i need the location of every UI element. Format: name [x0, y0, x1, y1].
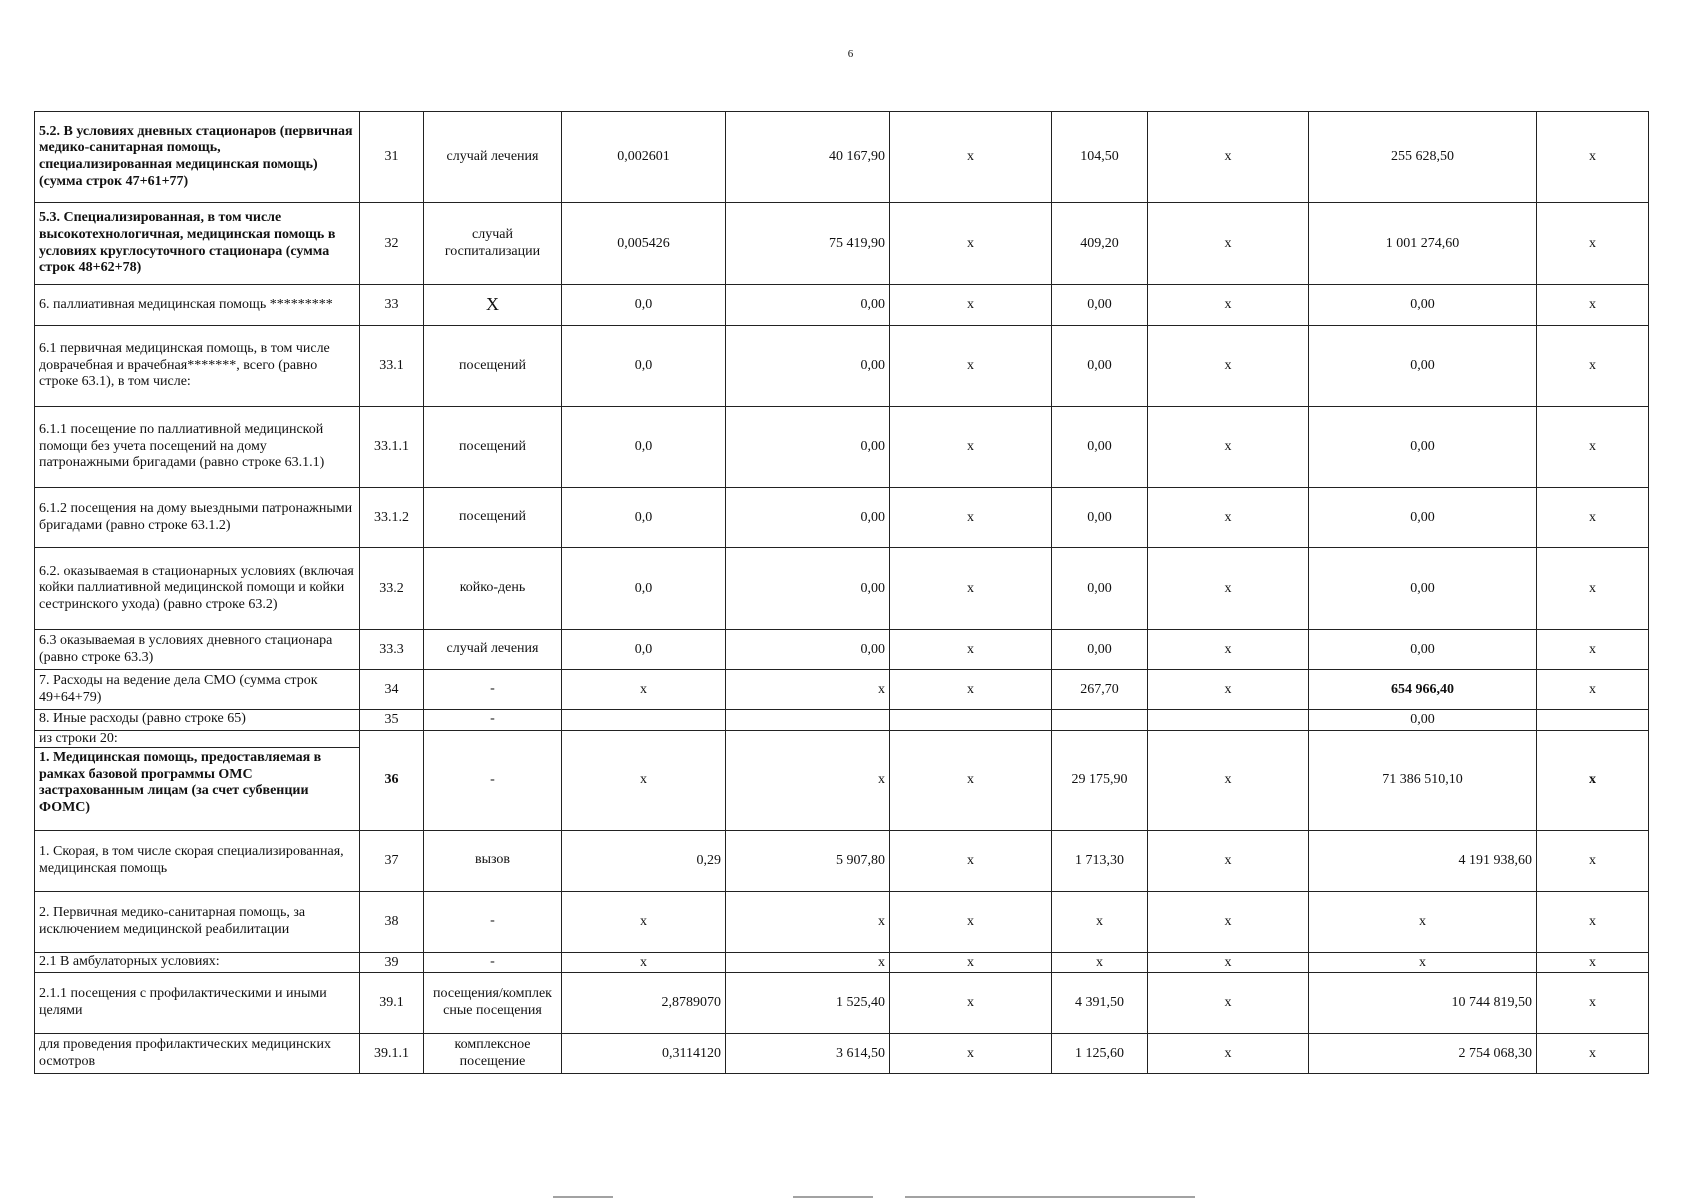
- cell-c9: 0,00: [1309, 407, 1537, 488]
- cell-c4: 0,3114120: [562, 1034, 726, 1074]
- row-code: 33.2: [360, 548, 424, 630]
- cell-c9: x: [1309, 952, 1537, 973]
- cell-c6: x: [890, 285, 1052, 326]
- row-name: для проведения профилактических медицинских осмотров: [35, 1034, 360, 1074]
- cell-c10: x: [1537, 730, 1649, 830]
- cell-c7: 409,20: [1052, 203, 1148, 285]
- row-code: 33.3: [360, 630, 424, 670]
- cell-c8: x: [1148, 488, 1309, 548]
- row-name: [35, 730, 360, 830]
- table-row: [35, 730, 1649, 830]
- cell-c10: x: [1537, 630, 1649, 670]
- cell-c5: x: [726, 891, 890, 952]
- cell-c7: 267,70: [1052, 670, 1148, 710]
- cell-c8: x: [1148, 112, 1309, 203]
- row-name: 6.1.1 посещение по паллиативной медицинской помощи без учета посещений на дому патронажными бригадами (равно строке 63.1.1): [35, 407, 360, 488]
- row-unit: -: [424, 952, 562, 973]
- cell-c6: x: [890, 630, 1052, 670]
- cell-c4: 0,29: [562, 830, 726, 891]
- cell-c7: 0,00: [1052, 326, 1148, 407]
- cell-c8: x: [1148, 730, 1309, 830]
- row-unit: посещений: [424, 488, 562, 548]
- cell-c5: x: [726, 952, 890, 973]
- row-name: 2.1.1 посещения с профилактическими и иными целями: [35, 973, 360, 1034]
- row-unit: -: [424, 710, 562, 731]
- row-code: 32: [360, 203, 424, 285]
- cell-c10: x: [1537, 952, 1649, 973]
- cell-c10: x: [1537, 830, 1649, 891]
- row-name: 5.2. В условиях дневных стационаров (первичная медико-санитарная помощь, специализированная медицинская помощь) (сумма строк 47+61+77): [35, 112, 360, 203]
- row-code: 33: [360, 285, 424, 326]
- scan-artifact: [553, 1196, 613, 1198]
- cell-c4: x: [562, 952, 726, 973]
- row-unit: -: [424, 730, 562, 830]
- cell-c6: x: [890, 112, 1052, 203]
- page-number: 6: [847, 48, 854, 60]
- table-row: [35, 1034, 1649, 1074]
- cell-c7: 0,00: [1052, 488, 1148, 548]
- cell-c5: 40 167,90: [726, 112, 890, 203]
- cell-c4: [562, 710, 726, 731]
- cell-c4: 0,0: [562, 326, 726, 407]
- table-row: [35, 830, 1649, 891]
- cell-c10: x: [1537, 203, 1649, 285]
- cell-c5: 75 419,90: [726, 203, 890, 285]
- cell-c4: 0,0: [562, 630, 726, 670]
- table-row: [35, 891, 1649, 952]
- cell-c8: x: [1148, 407, 1309, 488]
- row-code: 31: [360, 112, 424, 203]
- table-row: [35, 203, 1649, 285]
- cell-c6: x: [890, 973, 1052, 1034]
- row-unit: посещений: [424, 326, 562, 407]
- row-name: 6.1 первичная медицинская помощь, в том числе доврачебная и врачебная*******, всего (равно строке 63.1), в том числе:: [35, 326, 360, 407]
- cell-c8: [1148, 710, 1309, 731]
- cell-c10: x: [1537, 973, 1649, 1034]
- cell-c10: x: [1537, 112, 1649, 203]
- cell-c8: x: [1148, 830, 1309, 891]
- cell-c7: 4 391,50: [1052, 973, 1148, 1034]
- cell-c7: 0,00: [1052, 407, 1148, 488]
- row-code: 36: [360, 730, 424, 830]
- row-unit: вызов: [424, 830, 562, 891]
- cell-c8: x: [1148, 630, 1309, 670]
- cell-c8: x: [1148, 203, 1309, 285]
- table-row: [35, 548, 1649, 630]
- table-row: [35, 112, 1649, 203]
- cell-c8: x: [1148, 1034, 1309, 1074]
- cell-c9: 255 628,50: [1309, 112, 1537, 203]
- row-unit: посещения/комплек сные посещения: [424, 973, 562, 1034]
- cell-c5: 5 907,80: [726, 830, 890, 891]
- cell-c8: x: [1148, 670, 1309, 710]
- cell-c5: 0,00: [726, 326, 890, 407]
- row-unit: посещений: [424, 407, 562, 488]
- row-name: 2.1 В амбулаторных условиях:: [35, 952, 360, 973]
- cell-c6: x: [890, 670, 1052, 710]
- cell-c10: x: [1537, 285, 1649, 326]
- cell-c9: 4 191 938,60: [1309, 830, 1537, 891]
- row-name: 6.1.2 посещения на дому выездными патронажными бригадами (равно строке 63.1.2): [35, 488, 360, 548]
- row-name: 7. Расходы на ведение дела СМО (сумма строк 49+64+79): [35, 670, 360, 710]
- cell-c6: x: [890, 1034, 1052, 1074]
- cell-c9: 654 966,40: [1309, 670, 1537, 710]
- cell-c8: x: [1148, 548, 1309, 630]
- cell-c4: 0,0: [562, 488, 726, 548]
- section-label: из строки 20:: [35, 731, 359, 749]
- row-unit: случай лечения: [424, 112, 562, 203]
- cell-c5: 0,00: [726, 630, 890, 670]
- cell-c4: x: [562, 730, 726, 830]
- table-row: [35, 670, 1649, 710]
- cell-c10: [1537, 710, 1649, 731]
- cell-c7: 29 175,90: [1052, 730, 1148, 830]
- cell-c7: [1052, 710, 1148, 731]
- row-name: 6.2. оказываемая в стационарных условиях (включая койки паллиативной медицинской помощи и койки сестринского ухода) (равно строке 63.2): [35, 548, 360, 630]
- row-name: 6. паллиативная медицинская помощь *********: [35, 285, 360, 326]
- row-unit: случай лечения: [424, 630, 562, 670]
- cell-c5: 0,00: [726, 285, 890, 326]
- row-name: 6.3 оказываемая в условиях дневного стационара (равно строке 63.3): [35, 630, 360, 670]
- row-code: 39.1: [360, 973, 424, 1034]
- cell-c10: x: [1537, 548, 1649, 630]
- row-code: 33.1.2: [360, 488, 424, 548]
- table-row: [35, 973, 1649, 1034]
- table-row: [35, 407, 1649, 488]
- cell-c8: x: [1148, 973, 1309, 1034]
- cell-c6: x: [890, 203, 1052, 285]
- row-code: 37: [360, 830, 424, 891]
- row-code: 38: [360, 891, 424, 952]
- cell-c5: 3 614,50: [726, 1034, 890, 1074]
- cell-c4: 0,002601: [562, 112, 726, 203]
- cell-c6: x: [890, 730, 1052, 830]
- table-body: [35, 112, 1649, 1074]
- cell-c9: 0,00: [1309, 285, 1537, 326]
- row-name-text: 1. Медицинская помощь, предоставляемая в рамках базовой программы ОМС застрахованным лицам (за счет субвенции ФОМС): [39, 750, 322, 815]
- cell-c9: x: [1309, 891, 1537, 952]
- row-code: 39.1.1: [360, 1034, 424, 1074]
- cell-c9: 2 754 068,30: [1309, 1034, 1537, 1074]
- cell-c7: 1 713,30: [1052, 830, 1148, 891]
- cell-c8: x: [1148, 891, 1309, 952]
- cell-c10: x: [1537, 670, 1649, 710]
- cell-c7: 0,00: [1052, 548, 1148, 630]
- row-code: 33.1.1: [360, 407, 424, 488]
- cell-c10: x: [1537, 1034, 1649, 1074]
- cell-c6: x: [890, 407, 1052, 488]
- cell-c8: x: [1148, 952, 1309, 973]
- cell-c4: x: [562, 891, 726, 952]
- scan-artifact: [793, 1196, 873, 1198]
- cell-c5: 0,00: [726, 407, 890, 488]
- cell-c5: 0,00: [726, 488, 890, 548]
- cell-c9: 71 386 510,10: [1309, 730, 1537, 830]
- cell-c6: [890, 710, 1052, 731]
- cell-c9: 0,00: [1309, 710, 1537, 731]
- financing-table: [34, 111, 1649, 1074]
- cell-c4: 0,005426: [562, 203, 726, 285]
- cell-c9: 0,00: [1309, 548, 1537, 630]
- cell-c5: 0,00: [726, 548, 890, 630]
- cell-c10: x: [1537, 891, 1649, 952]
- cell-c5: x: [726, 730, 890, 830]
- row-code: 39: [360, 952, 424, 973]
- row-code: 35: [360, 710, 424, 731]
- row-unit: -: [424, 670, 562, 710]
- cell-c7: 104,50: [1052, 112, 1148, 203]
- row-code: 33.1: [360, 326, 424, 407]
- cell-c5: x: [726, 670, 890, 710]
- row-unit: комплексное посещение: [424, 1034, 562, 1074]
- cell-c5: [726, 710, 890, 731]
- row-unit: случай госпитализации: [424, 203, 562, 285]
- table-row: [35, 630, 1649, 670]
- cell-c9: 0,00: [1309, 630, 1537, 670]
- cell-c10: x: [1537, 326, 1649, 407]
- cell-c10: x: [1537, 488, 1649, 548]
- table-row: [35, 285, 1649, 326]
- scan-artifact: [905, 1196, 1195, 1198]
- cell-c10: x: [1537, 407, 1649, 488]
- cell-c6: x: [890, 830, 1052, 891]
- cell-c4: 0,0: [562, 548, 726, 630]
- table-row: [35, 326, 1649, 407]
- cell-c6: x: [890, 488, 1052, 548]
- row-code: 34: [360, 670, 424, 710]
- cell-c5: 1 525,40: [726, 973, 890, 1034]
- cell-c9: 1 001 274,60: [1309, 203, 1537, 285]
- cell-c8: x: [1148, 285, 1309, 326]
- cell-c4: 0,0: [562, 407, 726, 488]
- table-row: [35, 952, 1649, 973]
- row-name: 5.3. Специализированная, в том числе высокотехнологичная, медицинская помощь в условиях круглосуточного стационара (сумма строк 48+62+78): [35, 203, 360, 285]
- cell-c6: x: [890, 891, 1052, 952]
- cell-c4: 2,8789070: [562, 973, 726, 1034]
- row-name: 8. Иные расходы (равно строке 65): [35, 710, 360, 731]
- row-unit: X: [424, 285, 562, 326]
- cell-c9: 0,00: [1309, 488, 1537, 548]
- cell-c7: 0,00: [1052, 285, 1148, 326]
- table-row: [35, 710, 1649, 731]
- cell-c6: x: [890, 326, 1052, 407]
- table-row: [35, 488, 1649, 548]
- row-unit: -: [424, 891, 562, 952]
- cell-c9: 10 744 819,50: [1309, 973, 1537, 1034]
- row-name: 1. Скорая, в том числе скорая специализированная, медицинская помощь: [35, 830, 360, 891]
- cell-c6: x: [890, 548, 1052, 630]
- row-unit: койко-день: [424, 548, 562, 630]
- cell-c9: 0,00: [1309, 326, 1537, 407]
- row-name: 2. Первичная медико-санитарная помощь, за исключением медицинской реабилитации: [35, 891, 360, 952]
- cell-c4: x: [562, 670, 726, 710]
- cell-c4: 0,0: [562, 285, 726, 326]
- cell-c7: x: [1052, 952, 1148, 973]
- cell-c8: x: [1148, 326, 1309, 407]
- cell-c7: x: [1052, 891, 1148, 952]
- cell-c6: x: [890, 952, 1052, 973]
- cell-c7: 1 125,60: [1052, 1034, 1148, 1074]
- cell-c7: 0,00: [1052, 630, 1148, 670]
